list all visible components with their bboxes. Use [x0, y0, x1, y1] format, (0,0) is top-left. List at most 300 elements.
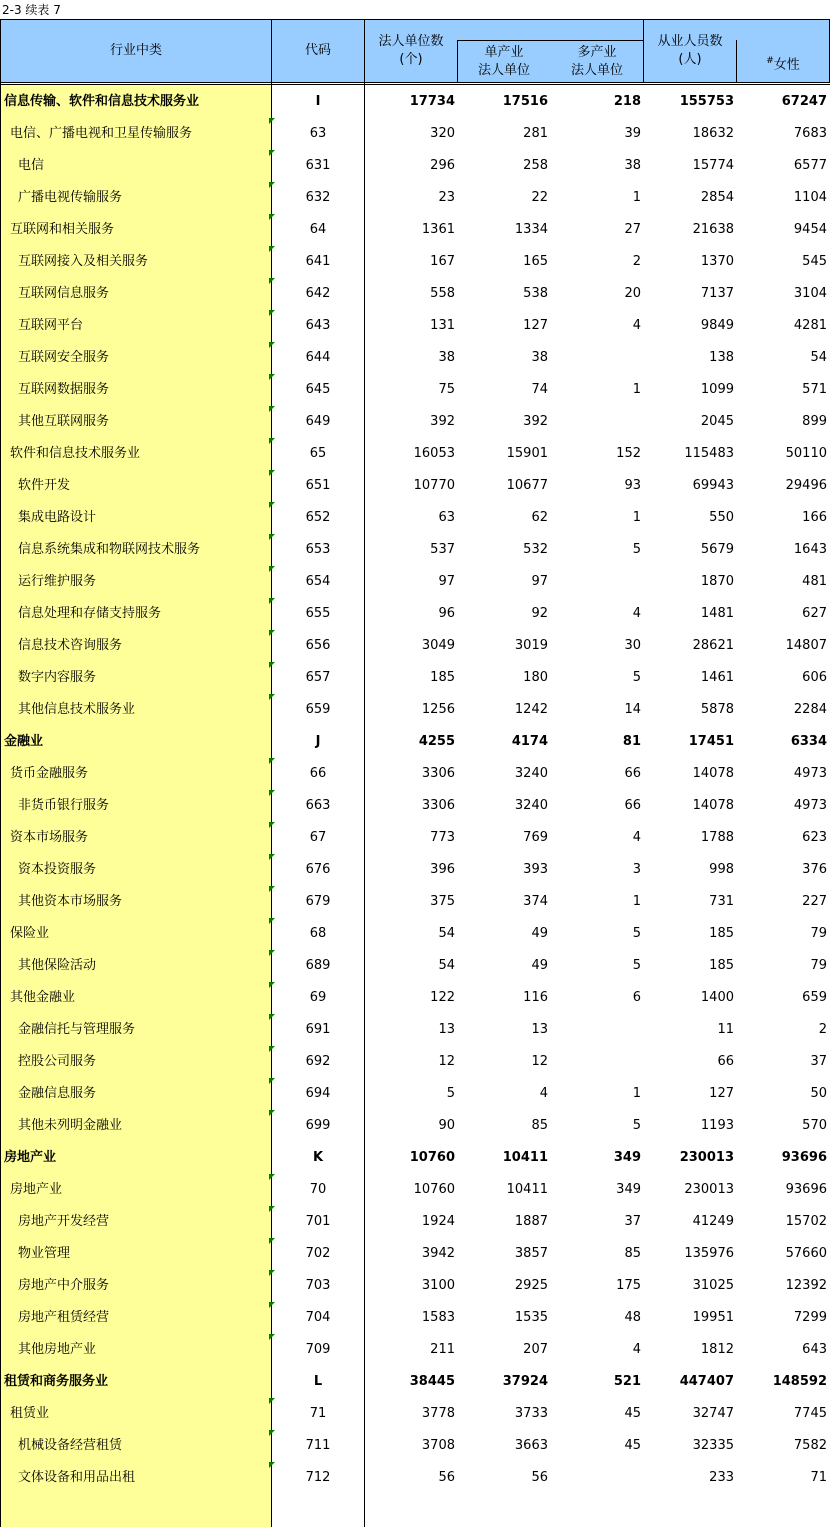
- industry-name: 租赁和商务服务业: [4, 1374, 109, 1389]
- female-employees-count: 643: [802, 1342, 827, 1357]
- industry-name: 非货币银行服务: [18, 798, 110, 813]
- multi-industry-units: 14: [624, 702, 641, 717]
- industry-name: 房地产业: [10, 1182, 63, 1197]
- multi-industry-units: [551, 1462, 641, 1494]
- single-industry-units: 258: [523, 158, 548, 173]
- industry-code: 67: [309, 830, 327, 845]
- table-row: [0, 982, 830, 1014]
- legal-units-count: 75: [438, 382, 455, 397]
- table-row: [0, 630, 830, 662]
- employees-count: 21638: [692, 222, 734, 237]
- industry-name: 信息系统集成和物联网技术服务: [18, 542, 201, 557]
- female-employees-count: 166: [802, 510, 827, 525]
- industry-code: 692: [305, 1054, 331, 1069]
- single-industry-units: 92: [531, 606, 548, 621]
- legal-units-count: 96: [438, 606, 455, 621]
- employees-count: 185: [709, 926, 734, 941]
- female-employees-count: 4973: [793, 766, 827, 781]
- industry-code: 632: [305, 190, 331, 205]
- cell-marker-icon: [269, 1462, 275, 1468]
- cell-marker-icon: [269, 406, 275, 412]
- single-industry-units: 4174: [511, 734, 548, 749]
- single-industry-units: 392: [523, 414, 548, 429]
- table-row: [0, 1430, 830, 1462]
- table-row: [0, 1142, 830, 1174]
- industry-name: 其他保险活动: [18, 958, 97, 973]
- cell-marker-icon: [269, 1174, 275, 1180]
- cell-marker-icon: [269, 470, 275, 476]
- multi-industry-units: 5: [632, 670, 641, 685]
- female-employees-count: 9454: [793, 222, 827, 237]
- single-industry-units: 538: [523, 286, 548, 301]
- industry-code: 645: [305, 382, 331, 397]
- legal-units-count: 3100: [421, 1278, 455, 1293]
- industry-name: 其他互联网服务: [18, 414, 110, 429]
- legal-units-count: 90: [438, 1118, 455, 1133]
- female-employees-count: 4973: [793, 798, 827, 813]
- industry-code: 679: [305, 894, 331, 909]
- table-row: [0, 1366, 830, 1398]
- multi-industry-units: 4: [632, 606, 641, 621]
- cell-marker-icon: [269, 662, 275, 668]
- single-industry-units: 127: [523, 318, 548, 333]
- cell-marker-icon: [269, 1110, 275, 1116]
- industry-code: 699: [305, 1118, 331, 1133]
- multi-industry-units: 5: [632, 542, 641, 557]
- industry-name: 房地产开发经营: [18, 1214, 110, 1229]
- table-caption: 2-3 续表 7: [2, 3, 61, 17]
- industry-name: 信息技术咨询服务: [18, 638, 123, 653]
- female-employees-count: 2: [818, 1022, 827, 1037]
- table-row: [0, 1110, 830, 1142]
- multi-industry-units: 5: [632, 926, 641, 941]
- header-multi-line2: 法人单位: [570, 63, 623, 78]
- table-row: [0, 182, 830, 214]
- industry-code: 68: [309, 926, 327, 941]
- employees-count: 2045: [700, 414, 734, 429]
- cell-marker-icon: [269, 342, 275, 348]
- multi-industry-units: 6: [632, 990, 641, 1005]
- industry-name: 其他信息技术服务业: [18, 702, 136, 717]
- industry-name: 互联网数据服务: [18, 382, 110, 397]
- female-employees-count: 54: [810, 350, 827, 365]
- multi-industry-units: 66: [624, 766, 641, 781]
- table-row: [0, 438, 830, 470]
- multi-industry-units: 1: [632, 382, 641, 397]
- table-row: [0, 1014, 830, 1046]
- single-industry-units: 207: [523, 1342, 548, 1357]
- industry-code: 65: [309, 446, 327, 461]
- header-legal-units: 法人单位数: [378, 34, 444, 49]
- industry-code: 689: [305, 958, 331, 973]
- header-female-label: 女性: [773, 57, 800, 73]
- industry-name: 电信、广播电视和卫星传输服务: [10, 126, 193, 141]
- cell-marker-icon: [269, 150, 275, 156]
- legal-units-count: 10760: [413, 1182, 455, 1197]
- industry-code: 643: [305, 318, 331, 333]
- single-industry-units: 37924: [502, 1374, 548, 1389]
- multi-industry-units: 48: [624, 1310, 641, 1325]
- single-industry-units: 165: [523, 254, 548, 269]
- female-employees-count: 79: [810, 926, 827, 941]
- industry-name: 互联网和相关服务: [10, 222, 115, 237]
- industry-code: 652: [305, 510, 331, 525]
- table-row: [0, 470, 830, 502]
- female-employees-count: 79: [810, 958, 827, 973]
- industry-name: 机械设备经营租赁: [18, 1438, 123, 1453]
- employees-count: 1461: [700, 670, 734, 685]
- single-industry-units: 393: [523, 862, 548, 877]
- female-employees-count: 7683: [793, 126, 827, 141]
- cell-marker-icon: [269, 438, 275, 444]
- table-row: [0, 1046, 830, 1078]
- cell-marker-icon: [269, 630, 275, 636]
- header-legal-units-unit: (个): [399, 52, 423, 67]
- single-industry-units: 85: [531, 1118, 548, 1133]
- employees-count: 998: [709, 862, 734, 877]
- cell-marker-icon: [269, 310, 275, 316]
- cell-marker-icon: [269, 246, 275, 252]
- employees-count: 1400: [700, 990, 734, 1005]
- female-employees-count: 4281: [793, 318, 827, 333]
- legal-units-count: 54: [438, 958, 455, 973]
- multi-industry-units: 66: [624, 798, 641, 813]
- table-row: [0, 1398, 830, 1430]
- legal-units-count: 122: [430, 990, 455, 1005]
- legal-units-count: 63: [438, 510, 455, 525]
- industry-code: 657: [305, 670, 331, 685]
- header-employees-unit: (人): [678, 52, 702, 67]
- cell-marker-icon: [269, 790, 275, 796]
- industry-code: 66: [309, 766, 327, 781]
- multi-industry-units: 39: [624, 126, 641, 141]
- industry-code: L: [313, 1374, 323, 1389]
- industry-name: 互联网安全服务: [18, 350, 110, 365]
- cell-marker-icon: [269, 1430, 275, 1436]
- industry-code: 71: [309, 1406, 327, 1421]
- single-industry-units: 769: [523, 830, 548, 845]
- female-employees-count: 14807: [785, 638, 827, 653]
- industry-code: 656: [305, 638, 331, 653]
- single-industry-units: 3240: [514, 798, 548, 813]
- grid-line-subheader: [458, 40, 644, 41]
- employees-count: 2854: [700, 190, 734, 205]
- table-row: [0, 310, 830, 342]
- multi-industry-units: 152: [616, 446, 641, 461]
- single-industry-units: 49: [531, 926, 548, 941]
- grid-line-female: [736, 40, 737, 83]
- female-employees-count: 93696: [781, 1150, 827, 1165]
- employees-count: 447407: [679, 1374, 734, 1389]
- legal-units-count: 13: [438, 1022, 455, 1037]
- multi-industry-units: 45: [624, 1406, 641, 1421]
- single-industry-units: 180: [523, 670, 548, 685]
- female-employees-count: 57660: [785, 1246, 827, 1261]
- legal-units-count: 185: [430, 670, 455, 685]
- single-industry-units: 3733: [514, 1406, 548, 1421]
- cell-marker-icon: [269, 1014, 275, 1020]
- multi-industry-units: 85: [624, 1246, 641, 1261]
- female-employees-count: 6334: [790, 734, 827, 749]
- female-employees-count: 376: [802, 862, 827, 877]
- female-employees-count: 899: [802, 414, 827, 429]
- cell-marker-icon: [269, 598, 275, 604]
- employees-count: 1370: [700, 254, 734, 269]
- industry-code: J: [315, 734, 321, 749]
- single-industry-units: 2925: [514, 1278, 548, 1293]
- grid-line-top: [0, 19, 830, 20]
- single-industry-units: 532: [523, 542, 548, 557]
- industry-name: 广播电视传输服务: [18, 190, 123, 205]
- female-employees-count: 659: [802, 990, 827, 1005]
- cell-marker-icon: [269, 950, 275, 956]
- industry-name: 运行维护服务: [18, 574, 97, 589]
- female-employees-count: 7582: [793, 1438, 827, 1453]
- industry-name: 互联网接入及相关服务: [18, 254, 149, 269]
- employees-count: 731: [709, 894, 734, 909]
- cell-marker-icon: [269, 822, 275, 828]
- industry-name: 信息传输、软件和信息技术服务业: [4, 94, 200, 109]
- industry-code: 709: [305, 1342, 331, 1357]
- female-employees-count: 6577: [793, 158, 827, 173]
- multi-industry-units: 4: [632, 318, 641, 333]
- multi-industry-units: 521: [613, 1374, 641, 1389]
- cell-marker-icon: [269, 982, 275, 988]
- legal-units-count: 3778: [421, 1406, 455, 1421]
- single-industry-units: 74: [531, 382, 548, 397]
- grid-line-header-bottom-double: [0, 84, 830, 85]
- cell-marker-icon: [269, 1302, 275, 1308]
- industry-name: 金融信息服务: [18, 1086, 97, 1101]
- multi-industry-units: 2: [632, 254, 641, 269]
- multi-industry-units: 349: [613, 1150, 641, 1165]
- table-row: [0, 278, 830, 310]
- cell-marker-icon: [269, 1206, 275, 1212]
- industry-code: 70: [309, 1182, 327, 1197]
- cell-marker-icon: [269, 566, 275, 572]
- cell-marker-icon: [269, 214, 275, 220]
- single-industry-units: 49: [531, 958, 548, 973]
- industry-code: 654: [305, 574, 331, 589]
- cell-marker-icon: [269, 918, 275, 924]
- employees-count: 155753: [679, 94, 734, 109]
- industry-name: 金融信托与管理服务: [18, 1022, 136, 1037]
- table-row: [0, 1270, 830, 1302]
- employees-count: 18632: [692, 126, 734, 141]
- employees-count: 19951: [692, 1310, 734, 1325]
- multi-industry-units: 349: [616, 1182, 641, 1197]
- legal-units-count: 320: [430, 126, 455, 141]
- employees-count: 115483: [684, 446, 734, 461]
- industry-code: 704: [305, 1310, 331, 1325]
- industry-code: 653: [305, 542, 331, 557]
- header-multi-line1: 多产业: [577, 45, 617, 60]
- female-employees-count: 7745: [793, 1406, 827, 1421]
- multi-industry-units: 93: [624, 478, 641, 493]
- industry-code: 663: [305, 798, 331, 813]
- legal-units-count: 16053: [413, 446, 455, 461]
- multi-industry-units: 3: [632, 862, 641, 877]
- industry-name: 其他金融业: [10, 990, 76, 1005]
- single-industry-units: 1334: [514, 222, 548, 237]
- employees-count: 5679: [700, 542, 734, 557]
- grid-line-header-bottom: [0, 82, 830, 83]
- multi-industry-units: 27: [624, 222, 641, 237]
- employees-count: 1812: [700, 1342, 734, 1357]
- employees-count: 17451: [688, 734, 734, 749]
- multi-industry-units: 1: [632, 1086, 641, 1101]
- legal-units-count: 3708: [421, 1438, 455, 1453]
- industry-name: 文体设备和用品出租: [18, 1470, 136, 1485]
- table-row: [0, 534, 830, 566]
- industry-name: 房地产中介服务: [18, 1278, 110, 1293]
- industry-code: 641: [305, 254, 331, 269]
- cell-marker-icon: [269, 854, 275, 860]
- industry-name: 物业管理: [18, 1246, 71, 1261]
- legal-units-count: 396: [430, 862, 455, 877]
- single-industry-units: 22: [531, 190, 548, 205]
- cell-marker-icon: [269, 694, 275, 700]
- female-employees-count: 1643: [793, 542, 827, 557]
- employees-count: 14078: [692, 798, 734, 813]
- industry-code: 694: [305, 1086, 331, 1101]
- industry-name: 集成电路设计: [18, 510, 97, 525]
- table-row: [0, 694, 830, 726]
- industry-code: 649: [305, 414, 331, 429]
- female-employees-count: 50110: [785, 446, 827, 461]
- cell-marker-icon: [269, 1238, 275, 1244]
- cell-marker-icon: [269, 1078, 275, 1084]
- single-industry-units: 10411: [506, 1182, 548, 1197]
- header-female: [737, 52, 829, 74]
- legal-units-count: 12: [438, 1054, 455, 1069]
- employees-count: 127: [709, 1086, 734, 1101]
- table-row: [0, 214, 830, 246]
- single-industry-units: 3663: [514, 1438, 548, 1453]
- female-employees-count: 50: [810, 1086, 827, 1101]
- employees-count: 230013: [684, 1182, 734, 1197]
- table-row: [0, 598, 830, 630]
- multi-industry-units: [551, 406, 641, 438]
- multi-industry-units: 1: [632, 190, 641, 205]
- industry-code: 701: [305, 1214, 331, 1229]
- industry-code: 703: [305, 1278, 331, 1293]
- employees-count: 135976: [684, 1246, 734, 1261]
- female-employees-count: 29496: [785, 478, 827, 493]
- industry-code: 659: [305, 702, 331, 717]
- industry-name: 电信: [18, 158, 45, 173]
- single-industry-units: 3857: [514, 1246, 548, 1261]
- employees-count: 15774: [692, 158, 734, 173]
- employees-count: 1193: [700, 1118, 734, 1133]
- header-code: 代码: [304, 43, 331, 58]
- table-row: [0, 950, 830, 982]
- single-industry-units: 116: [523, 990, 548, 1005]
- table-row: [0, 1302, 830, 1334]
- legal-units-count: 375: [430, 894, 455, 909]
- employees-count: 32335: [692, 1438, 734, 1453]
- employees-count: 69943: [692, 478, 734, 493]
- employees-count: 1099: [700, 382, 734, 397]
- industry-code: 655: [305, 606, 331, 621]
- table-row: [0, 886, 830, 918]
- employees-count: 31025: [692, 1278, 734, 1293]
- table-row: [0, 758, 830, 790]
- cell-marker-icon: [269, 1270, 275, 1276]
- industry-code: 631: [305, 158, 331, 173]
- single-industry-units: 4: [539, 1086, 548, 1101]
- header-female-mark: #: [766, 56, 774, 66]
- table-row: [0, 1334, 830, 1366]
- single-industry-units: 3019: [514, 638, 548, 653]
- table-row: [0, 918, 830, 950]
- legal-units-count: 1583: [421, 1310, 455, 1325]
- legal-units-count: 4255: [418, 734, 455, 749]
- table-row: [0, 86, 830, 118]
- single-industry-units: 38: [531, 350, 548, 365]
- legal-units-count: 3049: [421, 638, 455, 653]
- legal-units-count: 3942: [421, 1246, 455, 1261]
- industry-name: 租赁业: [10, 1406, 50, 1421]
- table-row: [0, 1238, 830, 1270]
- female-employees-count: 71: [810, 1470, 827, 1485]
- table-row: [0, 406, 830, 438]
- female-employees-count: 1104: [793, 190, 827, 205]
- industry-code: 691: [305, 1022, 331, 1037]
- legal-units-count: 17734: [409, 94, 455, 109]
- multi-industry-units: 4: [632, 1342, 641, 1357]
- legal-units-count: 38: [438, 350, 455, 365]
- employees-count: 1788: [700, 830, 734, 845]
- table-row: [0, 822, 830, 854]
- employees-count: 32747: [692, 1406, 734, 1421]
- industry-code: 651: [305, 478, 331, 493]
- industry-code: K: [312, 1150, 324, 1165]
- female-employees-count: 3104: [793, 286, 827, 301]
- employees-count: 66: [717, 1054, 734, 1069]
- legal-units-count: 131: [430, 318, 455, 333]
- single-industry-units: 1887: [514, 1214, 548, 1229]
- industry-name: 数字内容服务: [18, 670, 97, 685]
- multi-industry-units: 218: [613, 94, 641, 109]
- industry-code: 711: [305, 1438, 331, 1453]
- legal-units-count: 296: [430, 158, 455, 173]
- female-employees-count: 15702: [785, 1214, 827, 1229]
- table-row: [0, 790, 830, 822]
- female-employees-count: 623: [802, 830, 827, 845]
- employees-count: 28621: [692, 638, 734, 653]
- industry-name: 资本投资服务: [18, 862, 97, 877]
- table-row: [0, 566, 830, 598]
- legal-units-count: 773: [430, 830, 455, 845]
- legal-units-count: 558: [430, 286, 455, 301]
- single-industry-units: 10411: [502, 1150, 548, 1165]
- female-employees-count: 227: [802, 894, 827, 909]
- industry-name: 房地产业: [4, 1150, 57, 1165]
- grid-line-single: [457, 40, 458, 83]
- single-industry-units: 56: [531, 1470, 548, 1485]
- female-employees-count: 545: [802, 254, 827, 269]
- industry-name: 货币金融服务: [10, 766, 89, 781]
- single-industry-units: 13: [531, 1022, 548, 1037]
- legal-units-count: 5: [446, 1086, 455, 1101]
- industry-name: 其他资本市场服务: [18, 894, 123, 909]
- legal-units-count: 97: [438, 574, 455, 589]
- multi-industry-units: 30: [624, 638, 641, 653]
- multi-industry-units: 4: [632, 830, 641, 845]
- female-employees-count: 481: [802, 574, 827, 589]
- employees-count: 5878: [700, 702, 734, 717]
